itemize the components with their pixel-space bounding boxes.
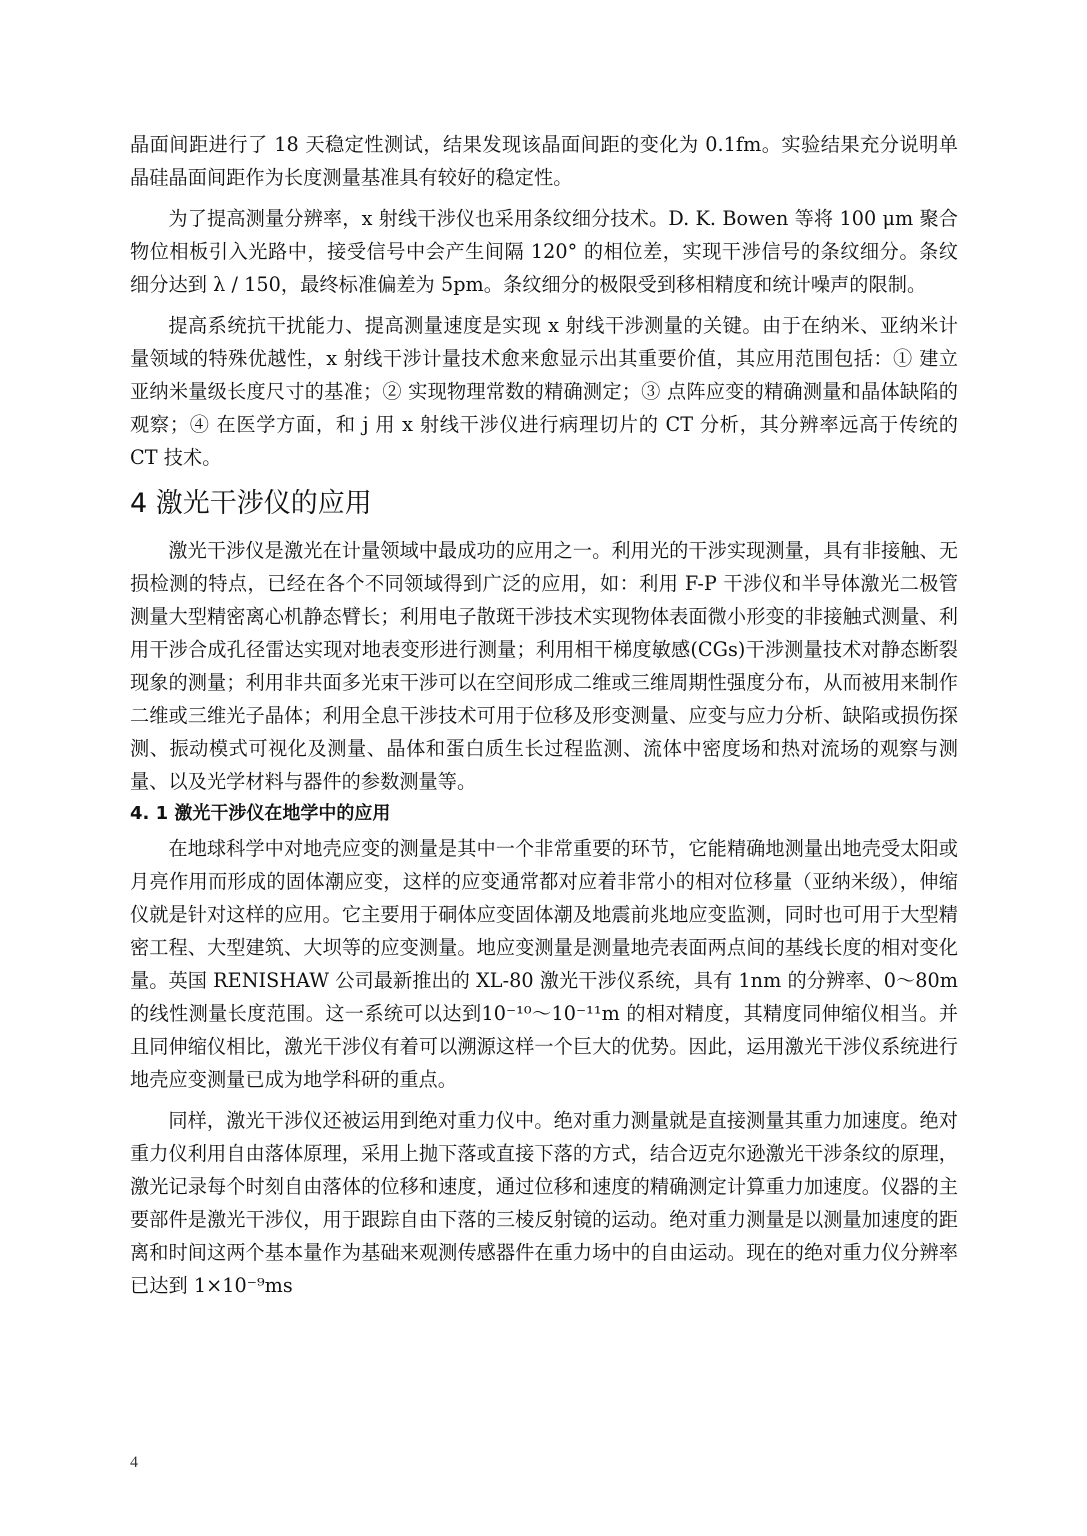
body-paragraph: 同样，激光干涉仪还被运用到绝对重力仪中。绝对重力测量就是直接测量其重力加速度。绝对重力仪利用自由落体原理，采用上抛下落或直接下落的方式，结合迈克尔逊激光干涉条纹的原理，激光记录每个时刻自由落体的位移和速度，通过位移和速度的精确测定计算重力加速度。仪器的主要部件是激光干涉仪，用于跟踪自由下落的三棱反射镜的运动。绝对重力测量是以测量加速度的距离和时间这两个基本量作为基础来观测传感器件在重力场中的自由运动。现在的绝对重力仪分辨率已达到 1×10⁻⁹ms	[130, 1109, 958, 1297]
section-paragraph: 激光干涉仪是激光在计量领域中最成功的应用之一。利用光的干涉实现测量，具有非接触、无损检测的特点，已经在各个不同领域得到广泛的应用，如：利用 F-P 干涉仪和半导体激光二极管测量大型精密离心机静态臂长；利用电子散斑干涉技术实现物体表面微小形变的非接触式测量、利用干涉合成孔径雷达实现对地表变形进行测量；利用相干梯度敏感(CGs)干涉测量技术对静态断裂现象的测量；利用非共面多光束干涉可以在空间形成二维或三维周期性强度分布，从而被用来制作二维或三维光子晶体；利用全息干涉技术可用于位移及形变测量、应变与应力分析、缺陷或损伤探测、振动模式可视化及测量、晶体和蛋白质生长过程监测、流体中密度场和热对流场的观察与测量、以及光学材料与器件的参数测量等。	[130, 539, 958, 793]
page-number: 4	[130, 1454, 138, 1471]
page-body	[130, 128, 958, 1302]
section-heading: 4 激光干涉仪的应用	[130, 488, 372, 519]
subsection-paragraph: 在地球科学中对地壳应变的测量是其中一个非常重要的环节，它能精确地测量出地壳受太阳或月亮作用而形成的固体潮应变，这样的应变通常都对应着非常小的相对位移量（亚纳米级），伸缩仪就是针对这样的应用。它主要用于硐体应变固体潮及地震前兆地应变监测，同时也可用于大型精密工程、大型建筑、大坝等的应变测量。地应变测量是测量地壳表面两点间的基线长度的相对变化量。英国 RENISHAW 公司最新推出的 XL-80 激光干涉仪系统，具有 1nm 的分辨率、0～80m 的线性测量长度范围。这一系统可以达到10⁻¹⁰～10⁻¹¹m 的相对精度，其精度同伸缩仪相当。并且同伸缩仪相比，激光干涉仪有着可以溯源这样一个巨大的优势。因此，运用激光干涉仪系统进行地壳应变测量已成为地学科研的重点。	[130, 837, 958, 1091]
body-paragraph: 为了提高测量分辨率，x 射线干涉仪也采用条纹细分技术。D. K. Bowen 等将 100 μm 聚合物位相板引入光路中，接受信号中会产生间隔 120° 的相位差，实现干涉信号的条纹细分。条纹细分达到 λ / 150，最终标准偏差为 5pm。条纹细分的极限受到移相精度和统计噪声的限制。	[130, 207, 958, 296]
body-paragraph: 提高系统抗干扰能力、提高测量速度是实现 x 射线干涉测量的关键。由于在纳米、亚纳米计量领域的特殊优越性，x 射线干涉计量技术愈来愈显示出其重要价值，其应用范围包括：① 建立亚纳米量级长度尺寸的基准；② 实现物理常数的精确测定；③ 点阵应变的精确测量和晶体缺陷的观察；④ 在医学方面，和 j 用 x 射线干涉仪进行病理切片的 CT 分析，其分辨率远高于传统的 CT 技术。	[130, 314, 958, 469]
body-paragraph: 晶面间距进行了 18 天稳定性测试，结果发现该晶面间距的变化为 0.1fm。实验结果充分说明单晶硅晶面间距作为长度测量基准具有较好的稳定性。	[130, 133, 958, 189]
subsection-heading: 4. 1 激光干涉仪在地学中的应用	[130, 803, 391, 824]
